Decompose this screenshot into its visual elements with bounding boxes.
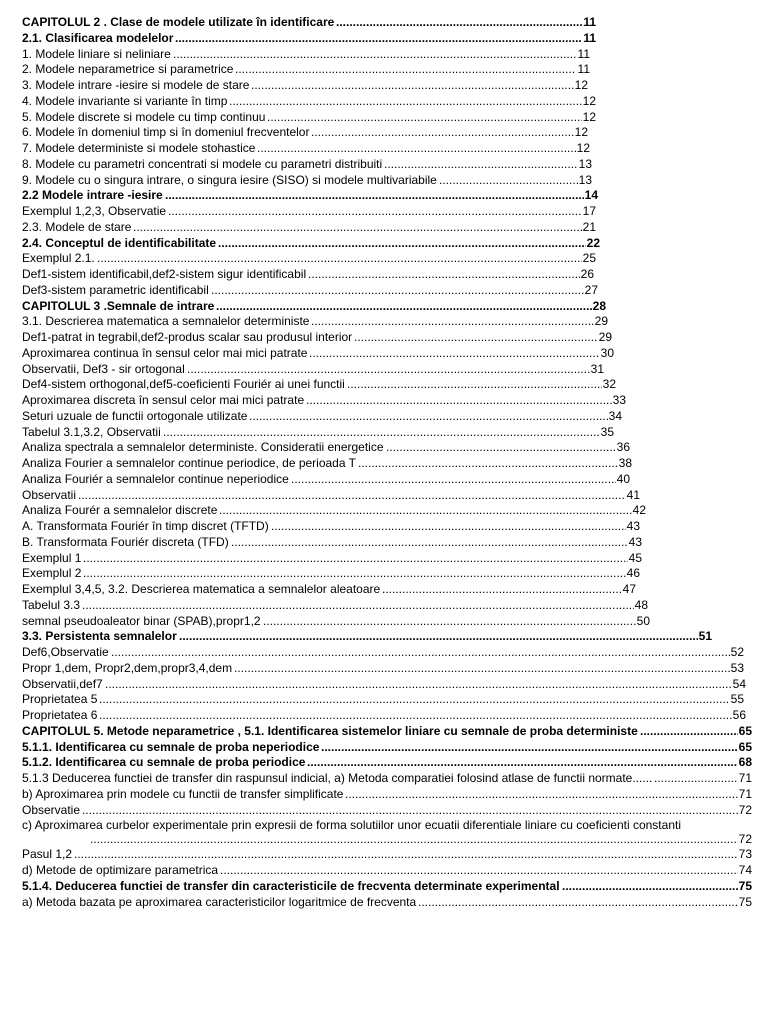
toc-entry[interactable] [22, 15, 596, 31]
toc-entry-text: c) Aproximarea curbelor experimentale prin expresii de forma solutiilor unor ecuatii diferentiale liniare cu coeficienti constanti [22, 818, 681, 833]
toc-entry[interactable] [22, 614, 650, 630]
toc-leader-dots [263, 614, 636, 630]
toc-entry-text: Analiza Fouriér a semnalelor continue neperiodice [22, 471, 289, 486]
toc-entry[interactable] [22, 204, 596, 220]
toc-entry[interactable] [22, 708, 746, 724]
toc-leader-dots [187, 362, 590, 378]
toc-entry-text: 5.1.4. Deducerea functiei de transfer din caracteristicile de frecventa determinate experimental [22, 878, 560, 893]
toc-page-number: 74 [738, 863, 752, 877]
toc-leader-dots [105, 677, 732, 693]
toc-leader-dots [251, 78, 574, 94]
toc-entry[interactable] [22, 94, 596, 110]
toc-entry-text: Propr 1,dem, Propr2,dem,propr3,4,dem [22, 660, 233, 675]
toc-page-number: 43 [628, 534, 642, 549]
toc-entry-text: b) Aproximarea prin modele cu functii de transfer simplificate [22, 786, 344, 801]
toc-entry[interactable] [22, 314, 608, 330]
toc-page-number: 47 [622, 582, 636, 596]
toc-entry[interactable] [22, 362, 604, 378]
toc-leader-dots [321, 740, 738, 756]
toc-page-number: 75 [738, 878, 752, 893]
toc-leader-dots [347, 377, 602, 393]
toc-entry-text: Analiza Fourér a semnalelor discrete [22, 503, 218, 518]
toc-leader-dots [168, 204, 582, 220]
toc-entry[interactable] [22, 299, 606, 315]
toc-entry-text: Exemplul 1 [22, 550, 82, 565]
toc-entry[interactable] [22, 283, 598, 299]
toc-page-number: 25 [582, 251, 596, 266]
toc-entry-text: 1. Modele liniare si neliniare [22, 46, 171, 61]
toc-page-number: 12 [574, 78, 588, 92]
toc-entry[interactable] [22, 173, 592, 189]
toc-leader-dots [439, 173, 578, 189]
toc-entry[interactable] [22, 393, 626, 409]
toc-entry[interactable] [22, 724, 752, 740]
toc-page-number: 43 [626, 519, 640, 533]
toc-page-number: 11 [583, 30, 596, 45]
toc-leader-dots [220, 863, 738, 879]
toc-entry[interactable] [22, 157, 592, 173]
toc-leader-dots [99, 692, 730, 708]
toc-entry[interactable] [22, 755, 752, 771]
toc-page-number: 36 [616, 440, 630, 455]
toc-leader-dots [291, 472, 616, 488]
toc-entry-text: CAPITOLUL 3 .Semnale de intrare [22, 298, 215, 313]
toc-leader-dots [83, 551, 628, 567]
toc-entry-text: 3.3. Persistenta semnalelor [22, 629, 177, 644]
toc-page-number: 40 [616, 471, 630, 486]
toc-entry[interactable] [22, 847, 752, 863]
toc-entry[interactable] [22, 503, 646, 519]
toc-page-number: 46 [626, 566, 640, 581]
toc-entry[interactable] [22, 267, 594, 283]
toc-leader-dots [173, 47, 576, 63]
toc-leader-dots [74, 847, 738, 863]
toc-entry[interactable] [22, 645, 744, 661]
toc-leader-dots [211, 283, 584, 299]
toc-entry[interactable] [22, 582, 636, 598]
toc-entry[interactable] [22, 440, 630, 456]
toc-leader-dots [309, 346, 600, 362]
toc-entry[interactable] [22, 598, 648, 614]
toc-leader-dots [345, 787, 738, 803]
toc-entry-text: 2.1. Clasificarea modelelor [22, 30, 174, 45]
toc-leader-dots [111, 645, 730, 661]
toc-leader-dots [175, 31, 582, 47]
toc-entry-text: Observatii, Def3 - sir ortogonal [22, 361, 185, 376]
toc-entry-text: 5. Modele discrete si modele cu timp continuu [22, 109, 266, 124]
toc-page-number: 72 [738, 831, 752, 846]
toc-entry-text: semnal pseudoaleator binar (SPAB),propr1,2 [22, 613, 261, 628]
toc-page-number: 31 [590, 361, 604, 376]
toc-entry-text: 2.4. Conceptul de identificabilitate [22, 235, 217, 250]
toc-entry[interactable] [22, 78, 588, 94]
toc-leader-dots [133, 220, 582, 236]
toc-leader-dots [311, 314, 594, 330]
toc-leader-dots [654, 771, 738, 787]
toc-page-number: 65 [738, 723, 752, 738]
toc-entry[interactable] [22, 220, 596, 236]
toc-entry[interactable] [22, 895, 752, 911]
toc-entry-text: Proprietatea 5 [22, 692, 98, 707]
toc-entry[interactable] [22, 251, 596, 267]
toc-leader-dots [231, 535, 628, 551]
toc-leader-dots [308, 267, 580, 283]
toc-entry[interactable] [22, 472, 630, 488]
toc-page-number: 30 [600, 345, 614, 360]
toc-entry-text: 6. Modele în domeniul timp si în domeniul frecventelor [22, 125, 310, 140]
toc-leader-dots [257, 141, 576, 157]
toc-entry-text: 5.1.1. Identificarea cu semnale de proba neperiodice [22, 739, 320, 754]
toc-entry-text: Exemplul 2.1. [22, 251, 95, 266]
toc-entry[interactable] [22, 535, 642, 551]
toc-leader-dots [267, 110, 582, 126]
toc-entry[interactable] [22, 551, 642, 567]
toc-entry-text: 3. Modele intrare -iesire si modele de stare [22, 78, 250, 92]
toc-page-number: 75 [738, 894, 752, 909]
toc-page-number: 53 [730, 660, 744, 675]
toc-page-number: 11 [583, 15, 596, 29]
toc-leader-dots [306, 393, 612, 409]
toc-page-number: 71 [738, 786, 752, 801]
toc-page-number: 26 [580, 267, 594, 281]
toc-page-number: 17 [582, 204, 596, 218]
toc-entry-text: Exemplul 1,2,3, Observatie [22, 204, 167, 218]
toc-entry[interactable] [22, 879, 752, 895]
toc-entry[interactable] [22, 110, 596, 126]
toc-page-number: 48 [634, 597, 648, 612]
toc-page-number: 41 [626, 487, 640, 502]
toc-leader-dots [249, 409, 608, 425]
toc-page-number: 35 [600, 424, 614, 439]
toc-entry[interactable] [22, 863, 752, 879]
toc-entry-text: Analiza Fourier a semnalelor continue periodice, de perioada T [22, 456, 356, 470]
toc-entry-text: Aproximarea discreta în sensul celor mai mici patrate [22, 393, 305, 407]
toc-page-number: 14 [584, 188, 598, 203]
toc-entry-text: Tabelul 3.1,3.2, Observatii [22, 424, 161, 439]
toc-entry-text: 7. Modele deterministe si modele stohastice [22, 141, 256, 155]
toc-leader-dots [384, 157, 578, 173]
toc-entry-text: Observatie [22, 802, 81, 817]
toc-page-number: 13 [578, 156, 592, 171]
toc-leader-dots [216, 299, 592, 315]
toc-page-number: 42 [632, 503, 646, 518]
toc-entry[interactable] [22, 125, 588, 141]
toc-entry[interactable] [22, 787, 752, 803]
toc-entry[interactable] [22, 31, 596, 47]
toc-page-number: 12 [576, 141, 590, 155]
toc-page-number: 65 [738, 739, 752, 754]
toc-leader-dots [562, 879, 738, 895]
toc-entry-text: 3.1. Descrierea matematica a semnalelor deterministe [22, 314, 310, 329]
toc-leader-dots [234, 661, 730, 677]
toc-entry-text: 5.1.2. Identificarea cu semnale de proba periodice [22, 755, 306, 770]
toc-entry[interactable] [22, 740, 752, 756]
toc-entry-text: Def4-sistem orthogonal,def5-coeficienti Fouriér ai unei functii [22, 377, 345, 392]
toc-page-number: 34 [608, 408, 622, 423]
toc-entry[interactable] [22, 629, 712, 645]
toc-entry[interactable] [22, 377, 616, 393]
toc-entry[interactable] [22, 425, 614, 441]
toc-page-number: 12 [582, 109, 596, 124]
toc-entry-text: CAPITOLUL 2 . Clase de modele utilizate în identificare [22, 15, 335, 29]
toc-entry[interactable] [22, 803, 752, 819]
toc-entry-text: Seturi uzuale de functii ortogonale utilizate [22, 408, 248, 423]
toc-leader-dots [82, 598, 634, 614]
toc-page-number: 56 [732, 708, 746, 722]
toc-page-number: 71 [738, 771, 752, 785]
toc-leader-dots [99, 708, 732, 724]
toc-entry-text: 2. Modele neparametrice si parametrice [22, 62, 234, 77]
toc-entry-text: d) Metode de optimizare parametrica [22, 863, 219, 877]
toc-entry-text: 8. Modele cu parametri concentrati si modele cu parametri distribuiti [22, 156, 383, 171]
toc-leader-dots [82, 803, 738, 819]
toc-leader-dots [640, 724, 738, 740]
toc-leader-dots [382, 582, 622, 598]
toc-entry-text: Exemplul 3,4,5, 3.2. Descrierea matematica a semnalelor aleatoare [22, 582, 381, 596]
toc-entry[interactable] [22, 488, 640, 504]
toc-entry[interactable] [22, 566, 640, 582]
toc-leader-dots [165, 188, 584, 204]
toc-entry[interactable] [22, 818, 752, 847]
toc-entry-text: Def1-patrat in tegrabil,def2-produs scalar sau produsul interior [22, 330, 353, 344]
toc-entry-text: 9. Modele cu o singura intrare, o singura iesire (SISO) si modele multivariabile [22, 172, 437, 187]
toc-entry[interactable] [22, 330, 612, 346]
toc-page-number: 12 [582, 93, 596, 108]
toc-leader-dots [311, 125, 574, 141]
toc-entry-text: Def1-sistem identificabil,def2-sistem sigur identificabil [22, 267, 307, 281]
toc-entry-text: Tabelul 3.3 [22, 597, 81, 612]
toc-entry-text: 4. Modele invariante si variante în timp [22, 93, 228, 108]
toc-leader-dots [307, 755, 738, 771]
toc-entry-text: B. Transformata Fouriér discreta (TFD) [22, 534, 229, 549]
toc-page-number: 33 [612, 393, 626, 407]
toc-entry[interactable] [22, 692, 744, 708]
toc-entry-text: 5.1.3 Deducerea functiei de transfer din raspunsul indicial, a) Metoda comparatiei folosind atlase de functii normate...... [22, 771, 653, 785]
toc-entry-text: 2.2 Modele intrare -iesire [22, 188, 163, 203]
toc-leader-dots [219, 503, 632, 519]
toc-page-number: 68 [738, 755, 752, 770]
toc-entry-text: Exemplul 2 [22, 566, 82, 581]
toc-entry-text: Proprietatea 6 [22, 708, 98, 722]
toc-leader-dots [179, 629, 698, 645]
toc-page-number: 45 [628, 550, 642, 565]
toc-entry-text: CAPITOLUL 5. Metode neparametrice , 5.1. Identificarea sistemelor liniare cu semnale de proba deterministe [22, 723, 638, 738]
toc-leader-dots [78, 488, 626, 504]
toc-entry-text: Observatii,def7 [22, 676, 103, 691]
toc-page-number: 51 [698, 629, 712, 644]
toc-page-number: 27 [584, 282, 598, 297]
toc-page-number: 54 [732, 676, 746, 691]
toc-page-number: 13 [578, 172, 592, 187]
toc-entry[interactable] [22, 456, 632, 472]
toc-leader-dots [358, 456, 618, 472]
toc-page-number: 22 [586, 235, 600, 250]
toc-page-number: 55 [730, 692, 744, 707]
toc-entry[interactable] [22, 47, 590, 63]
toc-page-number: 32 [602, 377, 616, 392]
toc-entry-text: Analiza spectrala a semnalelor deterministe. Consideratii energetice [22, 440, 384, 455]
toc-page-number: 28 [592, 298, 606, 313]
toc-entry[interactable] [22, 236, 600, 252]
toc-leader-dots [97, 251, 582, 267]
toc-page-number: 50 [636, 613, 650, 628]
toc-entry[interactable] [22, 409, 622, 425]
toc-page-number: 29 [594, 314, 608, 329]
toc-leader-dots [418, 895, 738, 911]
toc-entry[interactable] [22, 771, 752, 787]
toc-page-number: 72 [738, 802, 752, 817]
toc-entry[interactable] [22, 346, 614, 362]
toc-entry-text: Aproximarea continua în sensul celor mai mici patrate [22, 345, 308, 360]
toc-page-number: 11 [577, 46, 590, 61]
toc-leader-dots [83, 566, 626, 582]
toc-entry[interactable] [22, 62, 590, 78]
toc-entry-text: Def3-sistem parametric identificabil [22, 282, 209, 297]
table-of-contents [22, 15, 752, 910]
toc-page-number: 52 [730, 645, 744, 659]
toc-entry[interactable] [22, 141, 590, 157]
toc-entry-text: Def6,Observatie [22, 645, 109, 659]
toc-page-number: 73 [738, 847, 752, 862]
toc-entry-text: a) Metoda bazata pe aproximarea caracteristicilor logaritmice de frecventa [22, 894, 417, 909]
toc-leader-dots [386, 440, 616, 456]
toc-entry[interactable] [22, 677, 746, 693]
toc-leader-dots [218, 236, 586, 252]
toc-page-number: 38 [618, 456, 632, 470]
toc-leader-dots [90, 832, 738, 848]
toc-leader-dots [229, 94, 582, 110]
toc-entry-text: 2.3. Modele de stare [22, 219, 132, 234]
toc-entry[interactable] [22, 188, 598, 204]
toc-leader-dots [163, 425, 600, 441]
toc-page-number: 12 [574, 125, 588, 140]
toc-page-number: 21 [582, 219, 596, 234]
toc-leader-dots [271, 519, 626, 535]
toc-entry[interactable] [22, 661, 744, 677]
toc-page-number: 29 [598, 330, 612, 344]
toc-leader-dots [235, 62, 576, 78]
toc-entry-text: A. Transformata Fouriér în timp discret (TFTD) [22, 519, 269, 533]
toc-page-number: 11 [577, 62, 590, 77]
toc-leader-dots [336, 15, 582, 31]
toc-leader-dots [354, 330, 598, 346]
toc-entry[interactable] [22, 519, 640, 535]
toc-entry-text: Pasul 1,2 [22, 847, 73, 862]
toc-entry-text: Observatii [22, 487, 77, 502]
